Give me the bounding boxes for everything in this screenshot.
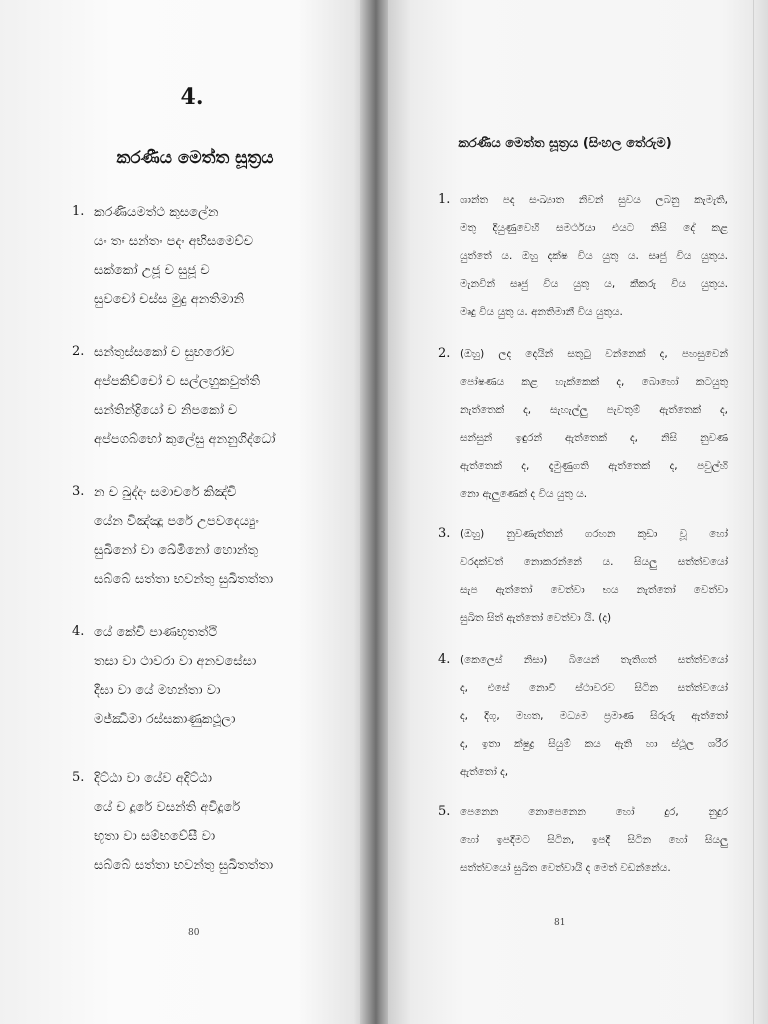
verse-line: පෝෂණය කළ හැක්කෙක් ද, බොහෝ කටයුතු (460, 376, 728, 388)
verse-line: අප්පගබ්භෝ කුලේසු අනනුගිද්ධෝ (94, 432, 276, 447)
verse-line: සන්තුස්සකෝ ච සුභරෝච (94, 345, 235, 360)
verse-line: නැත්තෙක් ද, සැහැල්ලු පැවතුම් ඇත්තෙක් ද, (460, 404, 728, 416)
verse-line: කරණියමත්ථ කුසලේන (94, 205, 219, 220)
verse-line: යේ කේචි පාණභූතත්ථි (94, 625, 218, 640)
right-page-title: කරණීය මෙත්ත සූත්‍රය (සිංහල තේරුම) (458, 136, 672, 151)
verse-line: සන්සුන් ඉඳුරන් ඇත්තෙක් ද, නිසි නුවණ (460, 432, 728, 444)
verse-line: යේන විඤ්ඤූ පරේ උපවදෙය්‍යුං (94, 514, 259, 529)
verse-line: සත්ත්වයෝ සුඛිත වෙත්වායි ද මෙත් වඩන්නේය. (460, 862, 671, 874)
verse-line: පෙනෙන නොපෙනෙන හෝ දුර, නුදුර (460, 806, 728, 818)
chapter-number: 4. (180, 84, 204, 110)
left-page (0, 0, 372, 1024)
verse-line: නො ඇලුණෙක් ද විය යුතු ය. (460, 488, 588, 500)
verse-line: තසා වා ථාවරා වා අනවසේසා (94, 654, 257, 669)
verse-line: ශාන්ත පද සංඛ්‍යාත නිවන් සුවය ලබනු කැමැති, (460, 194, 728, 206)
verse-line: ඇත්තෙක් ද, දැමුණුගති ඇත්තෙක් ද, පවුල්හි (460, 460, 728, 472)
verse-line: අප්පකිච්චෝ ච සල්ලහුකවුත්ති (94, 374, 261, 389)
verse-line: හෝ ඉපදීමට සිටින, ඉපදී සිටින හෝ සියලු (460, 834, 728, 846)
page-edge (753, 0, 754, 1024)
right-page-number: 81 (554, 918, 566, 928)
verse-line: (ඔහු) ලද දෙයින් සතුටු වන්නෙක් ද, පහසුවෙන් (460, 348, 728, 360)
verse-line: යේ ච දූරේ වසන්ති අවිදූරේ (94, 800, 241, 815)
verse-number: 3. (72, 484, 85, 499)
verse-line: සුවචෝ චස්ස මුදු අනතිමානි (94, 292, 245, 307)
verse-line: ද, දිගු, මහත, මධ්‍යම ප්‍රමාණ සිරුරු ඇත්තෝ (460, 710, 728, 722)
verse-line: සක්කෝ උජූ ච සුජූ ච (94, 263, 210, 278)
verse-number: 4. (72, 624, 85, 639)
verse-line: මෘදු විය යුතු ය. අනතිමානී විය යුතුය. (460, 306, 623, 318)
verse-line: සැප ඇත්තෝ වෙත්වා භය නැත්තෝ වෙත්වා (460, 584, 728, 596)
left-page-number: 80 (188, 928, 200, 938)
right-page (388, 0, 768, 1024)
verse-line: සුඛිනෝ වා ඛේමිනෝ හොන්තු (94, 543, 259, 558)
verse-line: යං තං සන්තං පදං අභිසමෙච්ච (94, 234, 254, 249)
verse-line: මජ්ඣිමා රස්සකාණුකථූලා (94, 712, 236, 727)
verse-line: ද, එසේ නොවී ස්ථාවරව සිටින සත්ත්වයෝ (460, 682, 728, 694)
verse-line: න ච ඛුද්දං සමාචරේ කිඤ්චි (94, 485, 237, 500)
verse-line: දීඝා වා යේ මහන්තා වා (94, 683, 221, 698)
verse-line: සබ්බේ සත්තා භවන්තු සුඛිතත්තා (94, 858, 274, 873)
verse-line: වරදක්වත් නොකරන්නේ ය. සියලු සත්ත්වයෝ (460, 556, 728, 568)
verse-line: සුඛිත සිත් ඇත්තෝ වෙත්වා යි. (ද) (460, 612, 612, 624)
verse-line: සන්තින්ද්‍රියෝ ච නිපකෝ ච (94, 403, 238, 418)
verse-line: මතු දියුණුවෙහි සමර්ථයා එයට නිසි දේ කළ (460, 222, 728, 234)
verse-number: 2. (438, 346, 451, 361)
verse-line: (කෙලෙස් නිසා) බියෙන් තැතිගත් සත්ත්වයෝ (460, 654, 728, 666)
verse-number: 2. (72, 344, 85, 359)
verse-line: දිට්ඨා වා යේව අදිට්ඨා (94, 771, 212, 786)
verse-number: 5. (438, 804, 451, 819)
verse-number: 1. (438, 192, 451, 207)
verse-number: 1. (72, 204, 85, 219)
verse-line: (ඔහු) නුවණැත්තන් ගරහන කුඩා වූ හෝ (460, 528, 728, 540)
verse-line: යුත්තේ ය. ඔහු දක්ෂ විය යුතු ය. සෘජු විය යුතුය. (460, 250, 728, 262)
verse-line: භූතා වා සම්භවේසී වා (94, 829, 216, 844)
left-page-title: කරණීය මෙත්ත සූත්‍රය (116, 148, 274, 168)
verse-line: මැනවින් සෘජු විය යුතු ය, කීකරු විය යුතුය. (460, 278, 728, 290)
verse-line: ඇත්තෝ ද, (460, 766, 509, 778)
verse-line: ද, ඉතා ක්ෂුද්‍ර සියුම් කය ඇති හා ස්ථූල ශරීර (460, 738, 728, 750)
verse-number: 4. (438, 652, 451, 667)
verse-number: 5. (72, 770, 85, 785)
verse-line: සබ්බේ සත්තා භවන්තු සුඛිතත්තා (94, 572, 274, 587)
verse-number: 3. (438, 526, 451, 541)
